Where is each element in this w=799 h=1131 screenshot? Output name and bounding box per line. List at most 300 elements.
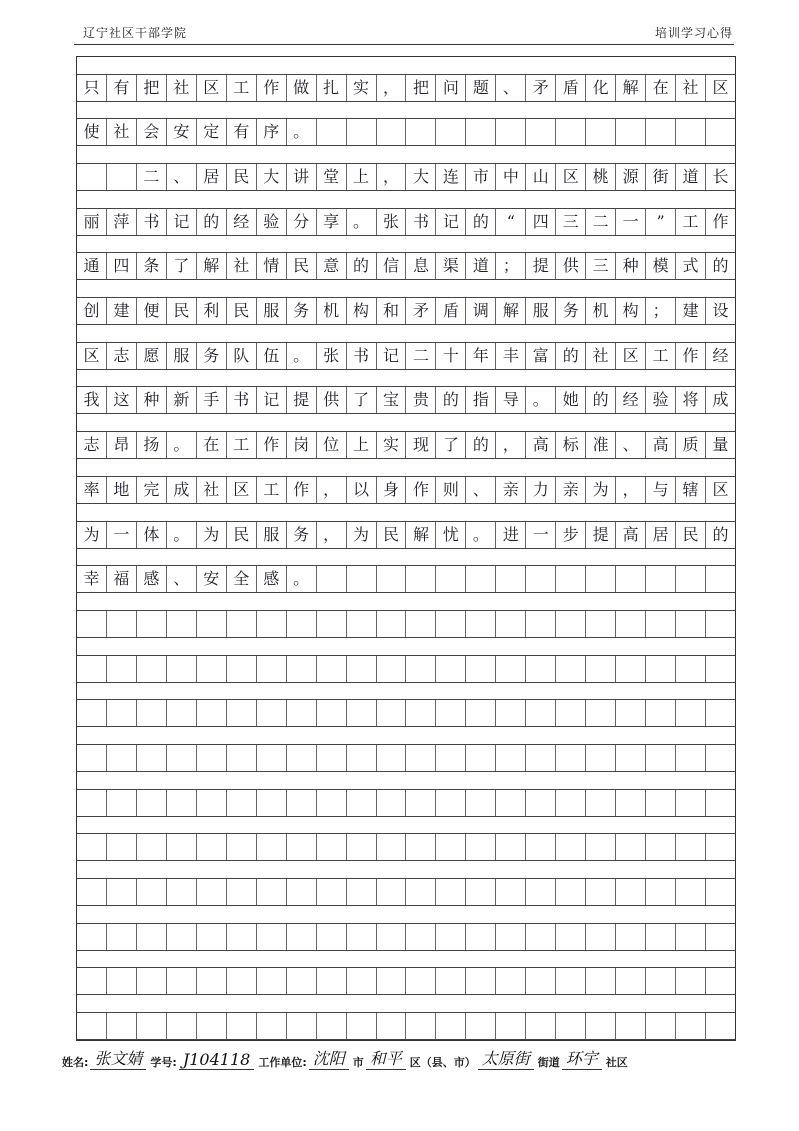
grid-cell bbox=[196, 611, 226, 637]
grid-cell bbox=[286, 834, 316, 860]
grid-cell: 经 bbox=[226, 209, 256, 235]
grid-cell bbox=[405, 656, 435, 682]
work-unit-label: 工作单位: bbox=[258, 1056, 307, 1069]
grid-cell: 会 bbox=[136, 119, 166, 145]
grid-cell bbox=[166, 968, 196, 994]
grid-cell bbox=[77, 968, 106, 994]
grid-cell: 渠 bbox=[435, 253, 465, 279]
grid-cell: 区 bbox=[555, 164, 585, 190]
student-id-value: J104118 bbox=[179, 1050, 255, 1070]
grid-cell bbox=[405, 879, 435, 905]
grid-cell: 享 bbox=[316, 209, 346, 235]
grid-cell bbox=[346, 879, 376, 905]
grid-cell bbox=[615, 879, 645, 905]
grid-cell bbox=[376, 700, 406, 726]
grid-cell bbox=[705, 1013, 735, 1039]
grid-cell: 安 bbox=[196, 566, 226, 592]
grid-cell: 的 bbox=[346, 253, 376, 279]
grid-row bbox=[77, 967, 735, 995]
grid-row bbox=[77, 118, 735, 146]
grid-cell bbox=[286, 968, 316, 994]
grid-cell: 的 bbox=[465, 432, 495, 458]
grid-cell bbox=[346, 119, 376, 145]
grid-cell: 年 bbox=[465, 343, 495, 369]
grid-cell bbox=[705, 611, 735, 637]
grid-cell bbox=[136, 700, 166, 726]
grid-cell bbox=[196, 745, 226, 771]
grid-cell bbox=[106, 611, 136, 637]
grid-cell: 种 bbox=[615, 253, 645, 279]
name-value: 张文婧 bbox=[90, 1046, 146, 1070]
grid-row bbox=[77, 297, 735, 325]
grid-cell bbox=[645, 1013, 675, 1039]
grid-cell: 的 bbox=[585, 387, 615, 413]
grid-cell: 经 bbox=[615, 387, 645, 413]
grid-cell bbox=[585, 1013, 615, 1039]
grid-cell: 富 bbox=[525, 343, 555, 369]
grid-cell: 手 bbox=[196, 387, 226, 413]
grid-cell bbox=[675, 700, 705, 726]
grid-cell: 亲 bbox=[555, 477, 585, 503]
name-label: 姓名: bbox=[62, 1056, 89, 1069]
grid-cell bbox=[106, 1013, 136, 1039]
grid-cell: 问 bbox=[435, 75, 465, 101]
grid-cell bbox=[645, 790, 675, 816]
grid-cell bbox=[675, 879, 705, 905]
grid-cell: 指 bbox=[465, 387, 495, 413]
grid-cell: 质 bbox=[675, 432, 705, 458]
grid-cell: 作 bbox=[256, 75, 286, 101]
grid-cell bbox=[615, 924, 645, 950]
grid-cell: 为 bbox=[196, 522, 226, 548]
grid-cell bbox=[316, 119, 346, 145]
grid-cell bbox=[405, 566, 435, 592]
grid-row bbox=[77, 1012, 735, 1040]
grid-cell: 社 bbox=[166, 75, 196, 101]
grid-cell bbox=[465, 656, 495, 682]
grid-cell: 大 bbox=[256, 164, 286, 190]
city-value: 沈阳 bbox=[309, 1046, 349, 1070]
grid-cell: 区 bbox=[705, 75, 735, 101]
grid-cell bbox=[705, 879, 735, 905]
grid-cell: 服 bbox=[256, 522, 286, 548]
grid-cell bbox=[226, 790, 256, 816]
grid-cell: 区 bbox=[196, 75, 226, 101]
grid-cell: 供 bbox=[316, 387, 346, 413]
grid-cell bbox=[525, 745, 555, 771]
grid-cell bbox=[256, 611, 286, 637]
grid-cell: 的 bbox=[555, 343, 585, 369]
grid-cell bbox=[376, 119, 406, 145]
grid-cell bbox=[376, 611, 406, 637]
grid-cell: 通 bbox=[83, 256, 100, 276]
grid-cell bbox=[435, 924, 465, 950]
grid-cell: 地 bbox=[106, 477, 136, 503]
grid-cell bbox=[226, 968, 256, 994]
grid-cell bbox=[136, 656, 166, 682]
grid-cell: 社 bbox=[675, 75, 705, 101]
grid-cell bbox=[346, 1013, 376, 1039]
grid-cell bbox=[675, 566, 705, 592]
grid-cell bbox=[166, 834, 196, 860]
grid-cell bbox=[555, 1013, 585, 1039]
grid-cell: 一 bbox=[106, 522, 136, 548]
grid-cell: 感 bbox=[136, 566, 166, 592]
grid-cell: 的 bbox=[705, 253, 735, 279]
grid-cell bbox=[166, 700, 196, 726]
grid-cell bbox=[405, 924, 435, 950]
document-type: 培训学习心得 bbox=[654, 26, 733, 40]
grid-cell: 社 bbox=[106, 119, 136, 145]
grid-cell bbox=[256, 700, 286, 726]
grid-cell bbox=[675, 924, 705, 950]
grid-cell: 四 bbox=[525, 209, 555, 235]
grid-cell bbox=[316, 924, 346, 950]
grid-cell: 道 bbox=[465, 253, 495, 279]
grid-cell: 堂 bbox=[316, 164, 346, 190]
grid-cell bbox=[705, 834, 735, 860]
grid-cell: 提 bbox=[286, 387, 316, 413]
grid-cell: 。 bbox=[166, 432, 196, 458]
grid-row bbox=[77, 74, 735, 102]
grid-cell bbox=[405, 611, 435, 637]
grid-cell bbox=[495, 119, 525, 145]
grid-cell: 桃 bbox=[585, 164, 615, 190]
grid-cell: 务 bbox=[286, 522, 316, 548]
grid-cell: 居 bbox=[645, 522, 675, 548]
grid-cell bbox=[435, 611, 465, 637]
grid-cell bbox=[77, 924, 106, 950]
grid-row bbox=[77, 565, 735, 593]
grid-cell bbox=[316, 1013, 346, 1039]
grid-cell: 四 bbox=[106, 253, 136, 279]
grid-cell: 以 bbox=[346, 477, 376, 503]
grid-cell: 解 bbox=[615, 75, 645, 101]
grid-cell bbox=[405, 119, 435, 145]
grid-cell: 工 bbox=[226, 75, 256, 101]
grid-cell bbox=[585, 790, 615, 816]
grid-cell bbox=[346, 611, 376, 637]
grid-cell: 在 bbox=[196, 432, 226, 458]
grid-cell bbox=[435, 968, 465, 994]
grid-cell: 解 bbox=[196, 253, 226, 279]
grid-cell bbox=[585, 879, 615, 905]
grid-cell bbox=[465, 566, 495, 592]
grid-cell: 岗 bbox=[286, 432, 316, 458]
grid-cell bbox=[525, 790, 555, 816]
grid-cell: 工 bbox=[256, 477, 286, 503]
grid-cell: 建 bbox=[106, 298, 136, 324]
grid-cell bbox=[286, 700, 316, 726]
grid-cell bbox=[435, 834, 465, 860]
grid-cell: 张 bbox=[376, 209, 406, 235]
grid-cell bbox=[346, 745, 376, 771]
grid-cell: 感 bbox=[256, 566, 286, 592]
grid-cell: 队 bbox=[226, 343, 256, 369]
grid-cell: 量 bbox=[705, 432, 735, 458]
grid-cell bbox=[166, 1013, 196, 1039]
grid-cell: 。 bbox=[286, 119, 316, 145]
grid-cell bbox=[645, 924, 675, 950]
grid-cell: 盾 bbox=[555, 75, 585, 101]
grid-cell: 。 bbox=[286, 343, 316, 369]
grid-cell: 、 bbox=[495, 75, 525, 101]
grid-cell: 实 bbox=[346, 75, 376, 101]
grid-cell bbox=[316, 566, 346, 592]
grid-cell bbox=[705, 968, 735, 994]
grid-cell: 扬 bbox=[136, 432, 166, 458]
grid-cell bbox=[77, 834, 106, 860]
grid-cell: 为 bbox=[585, 477, 615, 503]
grid-cell bbox=[106, 164, 136, 190]
grid-cell bbox=[615, 656, 645, 682]
grid-cell bbox=[77, 656, 106, 682]
grid-cell bbox=[615, 611, 645, 637]
grid-cell: 居 bbox=[196, 164, 226, 190]
grid-cell bbox=[226, 879, 256, 905]
grid-cell: 十 bbox=[435, 343, 465, 369]
grid-cell: 山 bbox=[525, 164, 555, 190]
grid-cell: 长 bbox=[705, 164, 735, 190]
grid-cell: 力 bbox=[525, 477, 555, 503]
grid-cell: 她 bbox=[555, 387, 585, 413]
grid-cell: 为 bbox=[83, 524, 100, 544]
grid-cell: 机 bbox=[585, 298, 615, 324]
grid-cell: 新 bbox=[166, 387, 196, 413]
grid-cell bbox=[196, 879, 226, 905]
grid-cell bbox=[675, 834, 705, 860]
header-rule bbox=[74, 44, 734, 45]
grid-cell: 社 bbox=[585, 343, 615, 369]
institution-name: 辽宁社区干部学院 bbox=[83, 26, 188, 40]
grid-row bbox=[77, 208, 735, 236]
grid-cell bbox=[555, 790, 585, 816]
grid-cell bbox=[256, 968, 286, 994]
grid-cell: 辖 bbox=[675, 477, 705, 503]
grid-cell bbox=[465, 1013, 495, 1039]
grid-cell bbox=[136, 611, 166, 637]
grid-cell bbox=[106, 700, 136, 726]
grid-cell bbox=[675, 745, 705, 771]
grid-cell: 盾 bbox=[435, 298, 465, 324]
grid-cell bbox=[555, 656, 585, 682]
grid-cell: 有 bbox=[226, 119, 256, 145]
grid-cell bbox=[136, 745, 166, 771]
grid-cell bbox=[465, 611, 495, 637]
grid-cell bbox=[645, 119, 675, 145]
grid-cell bbox=[136, 834, 166, 860]
grid-cell: 的 bbox=[196, 209, 226, 235]
grid-cell bbox=[346, 790, 376, 816]
street-value: 太原街 bbox=[478, 1046, 534, 1070]
grid-cell bbox=[495, 745, 525, 771]
grid-cell bbox=[226, 924, 256, 950]
grid-cell bbox=[286, 611, 316, 637]
grid-cell: 一 bbox=[615, 209, 645, 235]
grid-cell bbox=[226, 745, 256, 771]
grid-cell: 验 bbox=[645, 387, 675, 413]
grid-cell bbox=[106, 656, 136, 682]
grid-cell bbox=[465, 745, 495, 771]
grid-cell bbox=[555, 566, 585, 592]
grid-cell bbox=[136, 968, 166, 994]
grid-cell: 二 bbox=[136, 164, 166, 190]
grid-cell bbox=[705, 656, 735, 682]
grid-cell: 昂 bbox=[106, 432, 136, 458]
grid-cell: 创 bbox=[83, 301, 100, 321]
grid-cell bbox=[77, 879, 106, 905]
grid-cell bbox=[286, 1013, 316, 1039]
grid-cell: 位 bbox=[316, 432, 346, 458]
grid-cell: 把 bbox=[405, 75, 435, 101]
grid-cell bbox=[286, 924, 316, 950]
grid-cell bbox=[106, 790, 136, 816]
grid-cell: ； bbox=[495, 253, 525, 279]
grid-cell: 书 bbox=[405, 209, 435, 235]
grid-cell: 区 bbox=[226, 477, 256, 503]
grid-cell: 街 bbox=[645, 164, 675, 190]
grid-cell: 书 bbox=[346, 343, 376, 369]
grid-cell bbox=[645, 968, 675, 994]
grid-cell bbox=[286, 790, 316, 816]
grid-cell bbox=[495, 656, 525, 682]
grid-cell bbox=[376, 924, 406, 950]
grid-cell: ； bbox=[645, 298, 675, 324]
grid-cell bbox=[316, 790, 346, 816]
grid-cell: 实 bbox=[376, 432, 406, 458]
grid-cell: 与 bbox=[645, 477, 675, 503]
grid-cell bbox=[346, 656, 376, 682]
grid-cell bbox=[106, 968, 136, 994]
grid-cell: 工 bbox=[675, 209, 705, 235]
grid-cell: 中 bbox=[495, 164, 525, 190]
grid-cell bbox=[136, 879, 166, 905]
grid-cell bbox=[136, 790, 166, 816]
grid-cell: 解 bbox=[405, 522, 435, 548]
grid-cell bbox=[645, 745, 675, 771]
grid-cell: 则 bbox=[435, 477, 465, 503]
grid-cell bbox=[525, 611, 555, 637]
grid-cell bbox=[346, 924, 376, 950]
grid-cell: 步 bbox=[555, 522, 585, 548]
grid-cell: 作 bbox=[286, 477, 316, 503]
grid-cell: 身 bbox=[376, 477, 406, 503]
grid-cell: 的 bbox=[705, 522, 735, 548]
grid-cell: 的 bbox=[435, 387, 465, 413]
footer-info bbox=[60, 1046, 733, 1070]
grid-cell bbox=[585, 924, 615, 950]
grid-cell: 讲 bbox=[286, 164, 316, 190]
grid-cell bbox=[585, 566, 615, 592]
grid-cell bbox=[226, 834, 256, 860]
grid-cell: 伍 bbox=[256, 343, 286, 369]
grid-cell bbox=[256, 879, 286, 905]
grid-cell: 准 bbox=[585, 432, 615, 458]
grid-cell bbox=[256, 834, 286, 860]
grid-cell bbox=[525, 834, 555, 860]
grid-cell bbox=[77, 611, 106, 637]
grid-cell bbox=[705, 745, 735, 771]
grid-cell: 社 bbox=[226, 253, 256, 279]
grid-cell bbox=[465, 879, 495, 905]
grid-cell bbox=[495, 790, 525, 816]
street-label: 街道 bbox=[537, 1056, 560, 1069]
grid-cell bbox=[106, 745, 136, 771]
grid-cell bbox=[196, 834, 226, 860]
grid-cell: 使 bbox=[83, 122, 100, 142]
grid-cell bbox=[585, 745, 615, 771]
grid-cell bbox=[465, 119, 495, 145]
grid-cell: 了 bbox=[346, 387, 376, 413]
grid-cell: 。 bbox=[525, 387, 555, 413]
grid-cell bbox=[585, 700, 615, 726]
grid-cell: 民 bbox=[226, 522, 256, 548]
grid-cell: 解 bbox=[495, 298, 525, 324]
district-label: 区（县、市） bbox=[409, 1056, 476, 1069]
grid-cell bbox=[555, 745, 585, 771]
grid-cell: 记 bbox=[256, 387, 286, 413]
grid-cell: 民 bbox=[286, 253, 316, 279]
grid-cell bbox=[705, 700, 735, 726]
grid-cell bbox=[585, 656, 615, 682]
grid-cell bbox=[316, 968, 346, 994]
student-id-label: 学号: bbox=[150, 1056, 177, 1069]
grid-cell: ， bbox=[316, 522, 346, 548]
grid-row bbox=[77, 878, 735, 906]
grid-cell: 作 bbox=[256, 432, 286, 458]
grid-cell: 建 bbox=[675, 298, 705, 324]
grid-cell: 式 bbox=[675, 253, 705, 279]
grid-cell bbox=[495, 834, 525, 860]
grid-cell: 书 bbox=[136, 209, 166, 235]
grid-cell bbox=[106, 924, 136, 950]
grid-cell bbox=[675, 1013, 705, 1039]
grid-cell: 化 bbox=[585, 75, 615, 101]
grid-cell bbox=[316, 834, 346, 860]
grid-cell: 记 bbox=[435, 209, 465, 235]
grid-cell bbox=[525, 968, 555, 994]
grid-row bbox=[77, 699, 735, 727]
grid-cell bbox=[615, 119, 645, 145]
grid-cell: 忧 bbox=[435, 522, 465, 548]
grid-row bbox=[77, 655, 735, 683]
grid-cell: 利 bbox=[196, 298, 226, 324]
community-value: 环宇 bbox=[562, 1046, 602, 1070]
grid-cell bbox=[376, 879, 406, 905]
grid-cell bbox=[555, 700, 585, 726]
grid-cell: 、 bbox=[166, 164, 196, 190]
grid-cell bbox=[465, 700, 495, 726]
grid-cell: 标 bbox=[555, 432, 585, 458]
grid-cell: 宝 bbox=[376, 387, 406, 413]
grid-cell: 导 bbox=[495, 387, 525, 413]
grid-cell: 二 bbox=[585, 209, 615, 235]
grid-cell bbox=[555, 968, 585, 994]
grid-row bbox=[77, 252, 735, 280]
grid-cell: 经 bbox=[705, 343, 735, 369]
grid-cell bbox=[316, 879, 346, 905]
grid-cell bbox=[196, 968, 226, 994]
grid-cell bbox=[615, 968, 645, 994]
grid-cell: 情 bbox=[256, 253, 286, 279]
grid-cell: 矛 bbox=[405, 298, 435, 324]
grid-cell bbox=[405, 790, 435, 816]
grid-cell bbox=[525, 566, 555, 592]
grid-cell bbox=[136, 924, 166, 950]
grid-cell: 做 bbox=[286, 75, 316, 101]
grid-cell: 作 bbox=[405, 477, 435, 503]
grid-cell bbox=[226, 1013, 256, 1039]
